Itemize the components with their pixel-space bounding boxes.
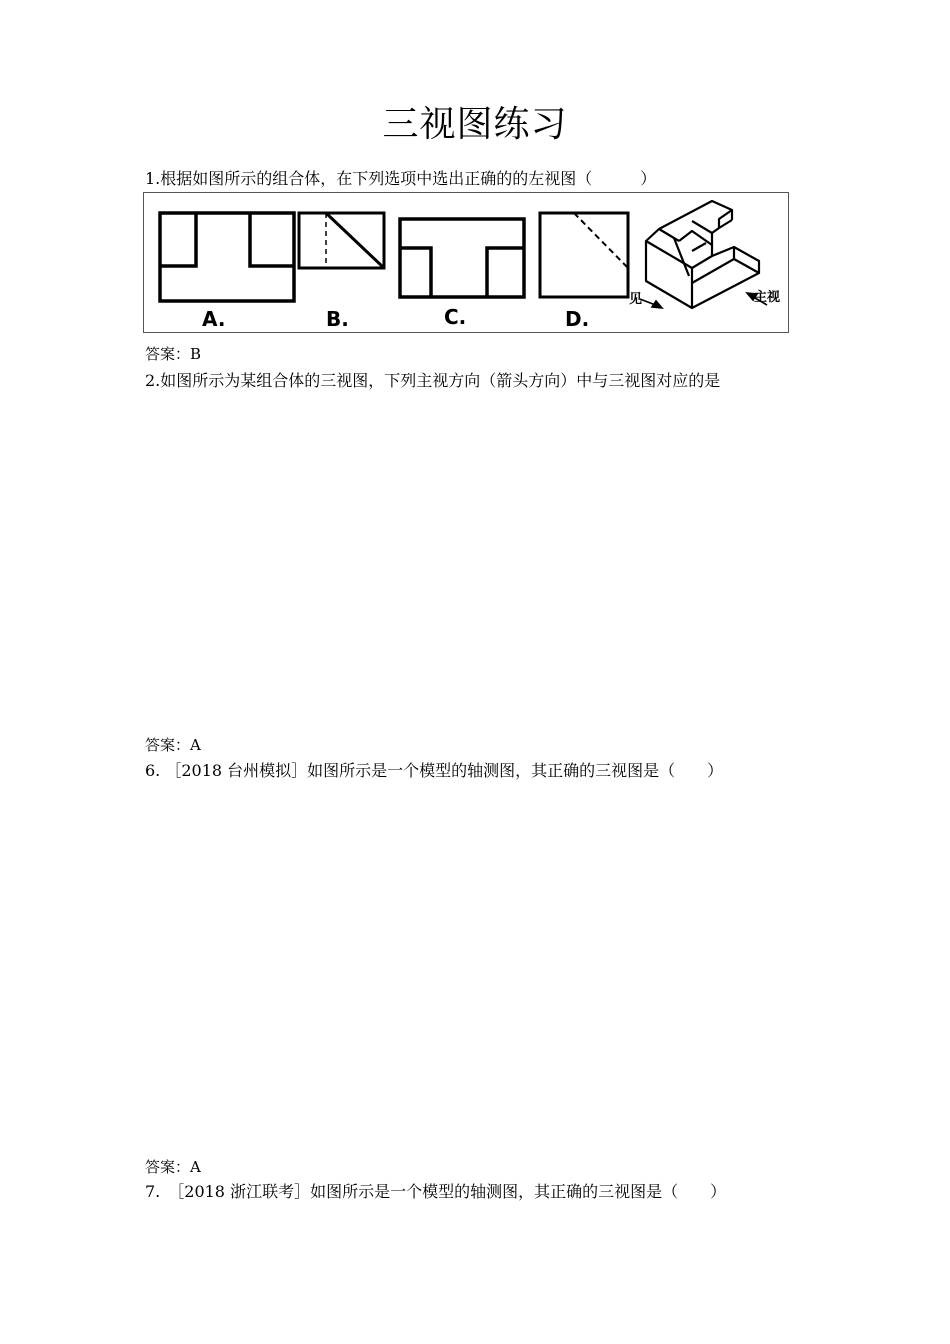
question-1-figure — [143, 192, 789, 333]
option-b-drawing — [299, 213, 384, 268]
arrow-label-left: 见 — [629, 292, 643, 307]
question-6-text: 6. ［2018 台州模拟］如图所示是一个模型的轴测图，其正确的三视图是（ ） — [145, 761, 724, 780]
view-arrows — [640, 293, 767, 308]
option-c-drawing — [400, 219, 524, 297]
option-a-drawing — [160, 213, 294, 301]
question-1-text: 1.根据如图所示的组合体，在下列选项中选出正确的的左视图（ ） — [145, 169, 657, 188]
question-7-text: 7. ［2018 浙江联考］如图所示是一个模型的轴测图，其正确的三视图是（ ） — [145, 1182, 727, 1201]
question-2-text: 2.如图所示为某组合体的三视图，下列主视方向（箭头方向）中与三视图对应的是 — [145, 371, 721, 390]
page-title: 三视图练习 — [382, 104, 568, 145]
isometric-solid-drawing — [646, 201, 759, 308]
option-b-label: B. — [326, 307, 349, 331]
question-1-answer: 答案：B — [145, 345, 202, 363]
question-6-answer: 答案：A — [145, 1158, 201, 1176]
question-2-answer: 答案：A — [145, 736, 201, 754]
option-c-label: C. — [444, 305, 467, 329]
option-a-label: A. — [202, 307, 226, 331]
option-d-drawing — [540, 213, 628, 297]
arrow-label-right: 主视 — [754, 290, 781, 305]
question-1-diagram — [144, 193, 790, 334]
option-d-label: D. — [565, 307, 590, 331]
